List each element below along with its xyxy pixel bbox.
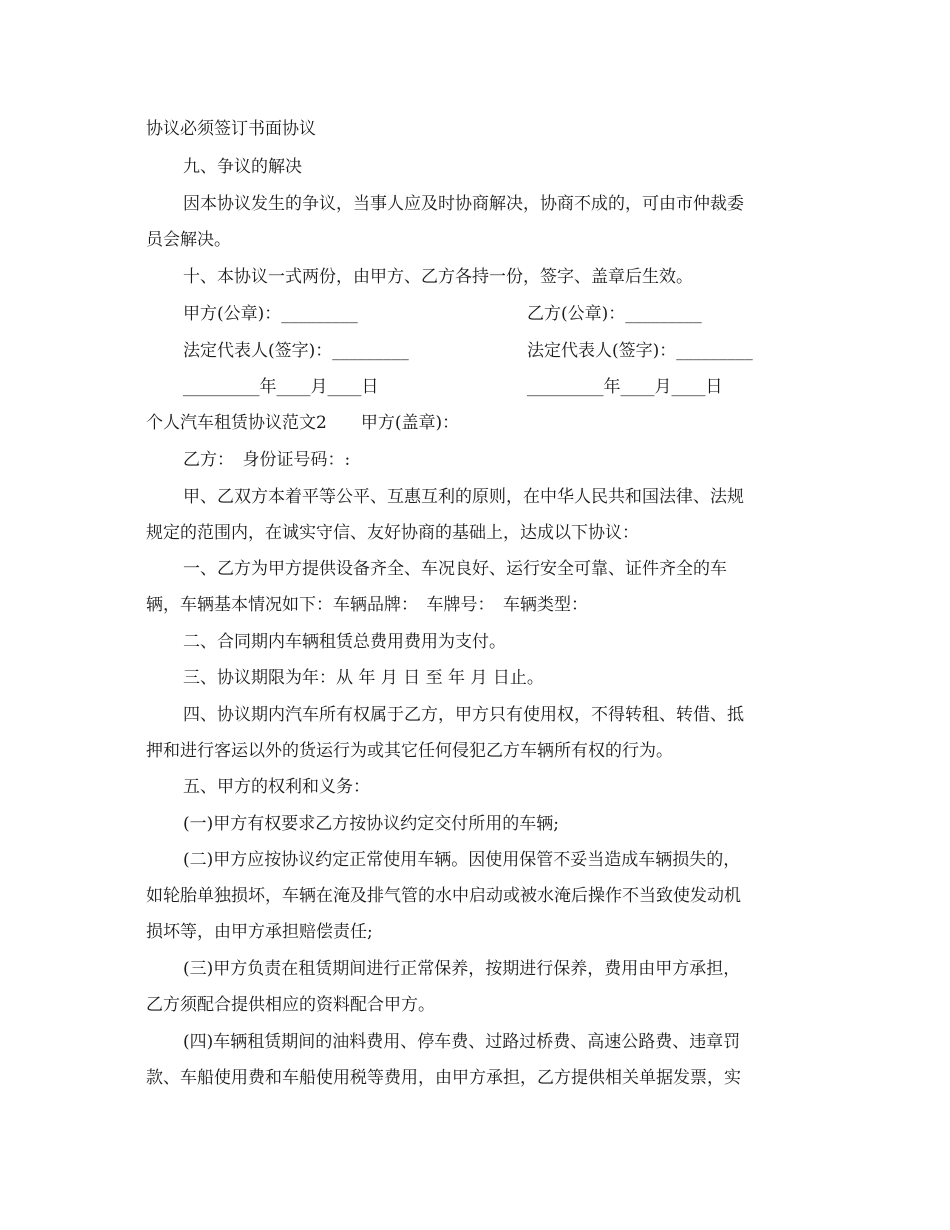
party-a-date-field: _________年____月____日 xyxy=(183,377,379,397)
paragraph-line: 押和进行客运以外的货运行为或其它任何侵犯乙方车辆所有权的行为。 xyxy=(146,741,673,761)
paragraph-line: 如轮胎单独损坏，车辆在淹及排气管的水中启动或被水淹后操作不当致使发动机 xyxy=(146,886,741,906)
paragraph-line: 款、车船使用费和车船使用税等费用，由甲方承担，乙方提供相关单据发票，实 xyxy=(146,1068,741,1088)
paragraph-line: 损坏等，由甲方承担赔偿责任; xyxy=(146,922,373,942)
paragraph-line: 一、乙方为甲方提供设备齐全、车况良好、运行安全可靠、证件齐全的车 xyxy=(183,559,727,579)
paragraph-line: (四)车辆租赁期间的油料费用、停车费、过路过桥费、高速公路费、违章罚 xyxy=(183,1032,741,1052)
paragraph-line: 因本协议发生的争议，当事人应及时协商解决，协商不成的，可由市仲裁委 xyxy=(183,194,744,214)
paragraph-line: (二)甲方应按协议约定正常使用车辆。因使用保管不妥当造成车辆损失的， xyxy=(183,850,741,870)
paragraph-line: 十、本协议一式两份，由甲方、乙方各持一份，签字、盖章后生效。 xyxy=(183,267,693,287)
paragraph-line: (三)甲方负责在租赁期间进行正常保养，按期进行保养，费用由甲方承担， xyxy=(183,959,741,979)
paragraph-line: 乙方须配合提供相应的资料配合甲方。 xyxy=(146,995,435,1015)
paragraph-line: 四、协议期内汽车所有权属于乙方，甲方只有使用权，不得转租、转借、抵 xyxy=(183,705,744,725)
paragraph-line: 协议必须签订书面协议 xyxy=(146,119,316,139)
party-b-representative-field: 法定代表人(签字)：_________ xyxy=(527,341,753,361)
paragraph-line: 乙方： 身份证号码：: xyxy=(183,450,351,470)
paragraph-line: 甲、乙双方本着平等公平、互惠互利的原则，在中华人民共和国法律、法规 xyxy=(183,487,744,507)
party-a-seal-field: 甲方(公章)：_________ xyxy=(183,304,358,324)
document-title-line: 个人汽车租赁协议范文2 甲方(盖章)： xyxy=(146,413,460,433)
party-b-seal-field: 乙方(公章)：_________ xyxy=(527,304,702,324)
party-b-date-field: _________年____月____日 xyxy=(527,377,723,397)
paragraph-line: 二、合同期内车辆租赁总费用费用为支付。 xyxy=(183,632,506,652)
paragraph-line: 三、协议期限为年：从 年 月 日 至 年 月 日止。 xyxy=(183,668,544,688)
paragraph-line: 员会解决。 xyxy=(146,230,231,250)
paragraph-line: 辆，车辆基本情况如下：车辆品牌： 车牌号： 车辆类型： xyxy=(146,595,588,615)
section-heading: 五、甲方的权利和义务： xyxy=(183,777,370,797)
paragraph-line: (一)甲方有权要求乙方按协议约定交付所用的车辆; xyxy=(183,814,559,834)
section-heading: 九、争议的解决 xyxy=(183,157,302,177)
paragraph-line: 规定的范围内，在诚实守信、友好协商的基础上，达成以下协议： xyxy=(146,523,639,543)
party-a-representative-field: 法定代表人(签字)：_________ xyxy=(183,341,409,361)
